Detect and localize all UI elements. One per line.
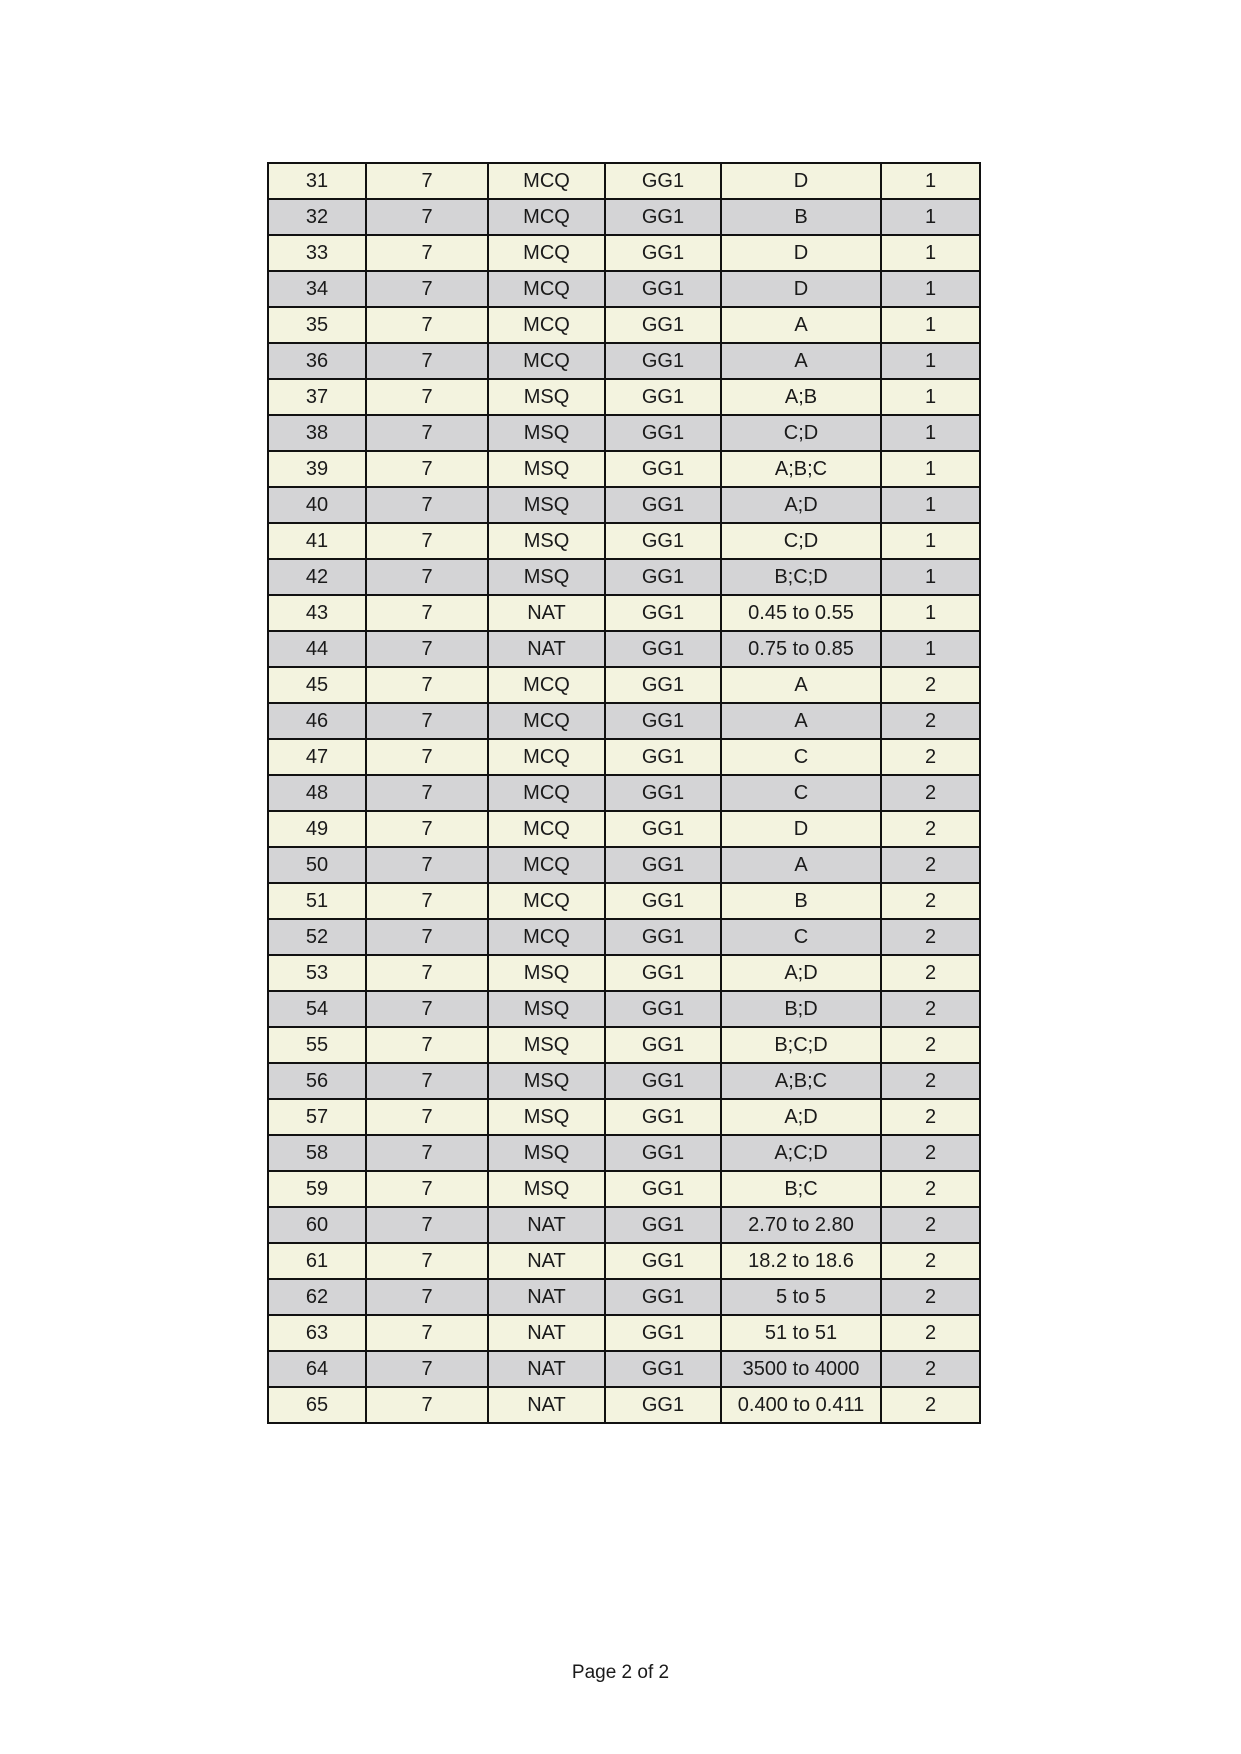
section-cell: GG1: [605, 1207, 721, 1243]
table-row: [268, 703, 980, 739]
question-number-cell: 45: [268, 667, 366, 703]
question-number-cell: 33: [268, 235, 366, 271]
answer-key-cell: D: [721, 811, 881, 847]
question-type-cell: NAT: [488, 631, 605, 667]
question-number-cell: 63: [268, 1315, 366, 1351]
marks-cell: 2: [881, 1027, 980, 1063]
marks-cell: 1: [881, 631, 980, 667]
table-row: [268, 559, 980, 595]
table-row: [268, 343, 980, 379]
question-type-cell: MSQ: [488, 1135, 605, 1171]
session-cell: 7: [366, 1279, 488, 1315]
question-number-cell: 59: [268, 1171, 366, 1207]
table-row: [268, 631, 980, 667]
session-cell: 7: [366, 955, 488, 991]
question-number-cell: 35: [268, 307, 366, 343]
session-cell: 7: [366, 1207, 488, 1243]
section-cell: GG1: [605, 343, 721, 379]
table-row: [268, 955, 980, 991]
session-cell: 7: [366, 775, 488, 811]
table-row: [268, 1315, 980, 1351]
marks-cell: 2: [881, 1351, 980, 1387]
table-row: [268, 811, 980, 847]
table-row: [268, 1063, 980, 1099]
answer-key-cell: A;B: [721, 379, 881, 415]
table-row: [268, 883, 980, 919]
answer-key-cell: B: [721, 199, 881, 235]
answer-key-cell: 3500 to 4000: [721, 1351, 881, 1387]
question-number-cell: 47: [268, 739, 366, 775]
question-number-cell: 41: [268, 523, 366, 559]
marks-cell: 2: [881, 1315, 980, 1351]
section-cell: GG1: [605, 1351, 721, 1387]
answer-key-cell: C;D: [721, 523, 881, 559]
session-cell: 7: [366, 991, 488, 1027]
table-row: [268, 739, 980, 775]
section-cell: GG1: [605, 163, 721, 199]
answer-key-cell: D: [721, 163, 881, 199]
section-cell: GG1: [605, 703, 721, 739]
session-cell: 7: [366, 847, 488, 883]
section-cell: GG1: [605, 1279, 721, 1315]
table-row: [268, 1279, 980, 1315]
session-cell: 7: [366, 523, 488, 559]
table-row: [268, 667, 980, 703]
marks-cell: 1: [881, 415, 980, 451]
question-number-cell: 43: [268, 595, 366, 631]
answer-key-cell: 51 to 51: [721, 1315, 881, 1351]
answer-key-cell: 0.400 to 0.411: [721, 1387, 881, 1423]
question-number-cell: 34: [268, 271, 366, 307]
table-row: [268, 775, 980, 811]
section-cell: GG1: [605, 667, 721, 703]
section-cell: GG1: [605, 415, 721, 451]
answer-key-table: [267, 162, 981, 1424]
question-type-cell: NAT: [488, 595, 605, 631]
section-cell: GG1: [605, 307, 721, 343]
section-cell: GG1: [605, 1063, 721, 1099]
table-row: [268, 1207, 980, 1243]
answer-key-cell: B;D: [721, 991, 881, 1027]
session-cell: 7: [366, 1243, 488, 1279]
table-row: [268, 847, 980, 883]
section-cell: GG1: [605, 847, 721, 883]
section-cell: GG1: [605, 739, 721, 775]
section-cell: GG1: [605, 1315, 721, 1351]
marks-cell: 1: [881, 379, 980, 415]
session-cell: 7: [366, 667, 488, 703]
table-row: [268, 487, 980, 523]
question-number-cell: 53: [268, 955, 366, 991]
section-cell: GG1: [605, 811, 721, 847]
question-number-cell: 46: [268, 703, 366, 739]
section-cell: GG1: [605, 919, 721, 955]
section-cell: GG1: [605, 1135, 721, 1171]
question-type-cell: MCQ: [488, 343, 605, 379]
section-cell: GG1: [605, 595, 721, 631]
section-cell: GG1: [605, 487, 721, 523]
session-cell: 7: [366, 235, 488, 271]
marks-cell: 2: [881, 919, 980, 955]
section-cell: GG1: [605, 1099, 721, 1135]
question-number-cell: 56: [268, 1063, 366, 1099]
table-row: [268, 271, 980, 307]
marks-cell: 1: [881, 163, 980, 199]
marks-cell: 2: [881, 811, 980, 847]
question-number-cell: 57: [268, 1099, 366, 1135]
question-number-cell: 39: [268, 451, 366, 487]
answer-key-cell: D: [721, 271, 881, 307]
session-cell: 7: [366, 451, 488, 487]
question-number-cell: 42: [268, 559, 366, 595]
answer-key-cell: A;B;C: [721, 1063, 881, 1099]
marks-cell: 2: [881, 1243, 980, 1279]
answer-key-cell: C: [721, 919, 881, 955]
answer-key-cell: C: [721, 739, 881, 775]
question-type-cell: MCQ: [488, 703, 605, 739]
session-cell: 7: [366, 1387, 488, 1423]
page-number: Page 2 of 2: [571, 1662, 670, 1683]
session-cell: 7: [366, 379, 488, 415]
table-row: [268, 1243, 980, 1279]
question-number-cell: 55: [268, 1027, 366, 1063]
answer-key-cell: A;D: [721, 955, 881, 991]
section-cell: GG1: [605, 991, 721, 1027]
session-cell: 7: [366, 307, 488, 343]
marks-cell: 1: [881, 595, 980, 631]
question-type-cell: MSQ: [488, 451, 605, 487]
question-type-cell: NAT: [488, 1351, 605, 1387]
question-type-cell: MSQ: [488, 487, 605, 523]
table-row: [268, 1027, 980, 1063]
table-row: [268, 1351, 980, 1387]
question-type-cell: MCQ: [488, 775, 605, 811]
answer-key-cell: B;C;D: [721, 559, 881, 595]
marks-cell: 2: [881, 883, 980, 919]
session-cell: 7: [366, 811, 488, 847]
section-cell: GG1: [605, 559, 721, 595]
session-cell: 7: [366, 487, 488, 523]
question-number-cell: 60: [268, 1207, 366, 1243]
marks-cell: 2: [881, 1099, 980, 1135]
answer-key-cell: B: [721, 883, 881, 919]
question-type-cell: MSQ: [488, 991, 605, 1027]
table-row: [268, 451, 980, 487]
answer-key-cell: B;C: [721, 1171, 881, 1207]
section-cell: GG1: [605, 1027, 721, 1063]
marks-cell: 2: [881, 739, 980, 775]
answer-key-cell: B;C;D: [721, 1027, 881, 1063]
question-type-cell: MSQ: [488, 1027, 605, 1063]
table-row: [268, 307, 980, 343]
answer-key-cell: C;D: [721, 415, 881, 451]
marks-cell: 1: [881, 487, 980, 523]
question-number-cell: 64: [268, 1351, 366, 1387]
question-type-cell: MSQ: [488, 955, 605, 991]
table-row: [268, 163, 980, 199]
session-cell: 7: [366, 883, 488, 919]
table-row: [268, 1135, 980, 1171]
table-row: [268, 1171, 980, 1207]
marks-cell: 2: [881, 991, 980, 1027]
session-cell: 7: [366, 703, 488, 739]
question-type-cell: NAT: [488, 1243, 605, 1279]
marks-cell: 2: [881, 1063, 980, 1099]
question-type-cell: MSQ: [488, 1063, 605, 1099]
question-type-cell: MCQ: [488, 847, 605, 883]
section-cell: GG1: [605, 631, 721, 667]
question-type-cell: MCQ: [488, 883, 605, 919]
answer-key-cell: A: [721, 343, 881, 379]
answer-key-table-body: [268, 163, 980, 1423]
marks-cell: 2: [881, 1171, 980, 1207]
question-number-cell: 38: [268, 415, 366, 451]
marks-cell: 2: [881, 1279, 980, 1315]
question-type-cell: NAT: [488, 1207, 605, 1243]
question-type-cell: MCQ: [488, 667, 605, 703]
section-cell: GG1: [605, 1171, 721, 1207]
answer-key-cell: 0.75 to 0.85: [721, 631, 881, 667]
session-cell: 7: [366, 1027, 488, 1063]
question-type-cell: MCQ: [488, 811, 605, 847]
question-type-cell: MCQ: [488, 919, 605, 955]
question-number-cell: 31: [268, 163, 366, 199]
session-cell: 7: [366, 343, 488, 379]
marks-cell: 2: [881, 703, 980, 739]
question-number-cell: 48: [268, 775, 366, 811]
table-row: [268, 991, 980, 1027]
question-type-cell: MSQ: [488, 415, 605, 451]
answer-key-cell: A;D: [721, 487, 881, 523]
marks-cell: 1: [881, 523, 980, 559]
table-row: [268, 1099, 980, 1135]
answer-key-cell: 0.45 to 0.55: [721, 595, 881, 631]
question-number-cell: 52: [268, 919, 366, 955]
answer-key-cell: A: [721, 703, 881, 739]
question-number-cell: 62: [268, 1279, 366, 1315]
session-cell: 7: [366, 199, 488, 235]
session-cell: 7: [366, 1063, 488, 1099]
question-number-cell: 65: [268, 1387, 366, 1423]
session-cell: 7: [366, 1171, 488, 1207]
session-cell: 7: [366, 163, 488, 199]
question-number-cell: 40: [268, 487, 366, 523]
marks-cell: 1: [881, 343, 980, 379]
table-row: [268, 1387, 980, 1423]
marks-cell: 1: [881, 199, 980, 235]
session-cell: 7: [366, 1351, 488, 1387]
answer-key-cell: A: [721, 847, 881, 883]
answer-key-cell: A;D: [721, 1099, 881, 1135]
marks-cell: 2: [881, 955, 980, 991]
table-row: [268, 919, 980, 955]
question-number-cell: 61: [268, 1243, 366, 1279]
section-cell: GG1: [605, 775, 721, 811]
table-row: [268, 415, 980, 451]
session-cell: 7: [366, 595, 488, 631]
marks-cell: 1: [881, 235, 980, 271]
question-number-cell: 49: [268, 811, 366, 847]
table-row: [268, 199, 980, 235]
question-number-cell: 36: [268, 343, 366, 379]
section-cell: GG1: [605, 199, 721, 235]
section-cell: GG1: [605, 451, 721, 487]
question-type-cell: NAT: [488, 1387, 605, 1423]
question-number-cell: 54: [268, 991, 366, 1027]
question-number-cell: 51: [268, 883, 366, 919]
session-cell: 7: [366, 559, 488, 595]
table-row: [268, 379, 980, 415]
question-type-cell: MCQ: [488, 199, 605, 235]
question-number-cell: 37: [268, 379, 366, 415]
section-cell: GG1: [605, 1243, 721, 1279]
marks-cell: 1: [881, 271, 980, 307]
question-type-cell: MCQ: [488, 307, 605, 343]
marks-cell: 1: [881, 451, 980, 487]
marks-cell: 1: [881, 559, 980, 595]
question-number-cell: 58: [268, 1135, 366, 1171]
answer-key-cell: A: [721, 667, 881, 703]
session-cell: 7: [366, 271, 488, 307]
question-type-cell: MCQ: [488, 739, 605, 775]
question-type-cell: NAT: [488, 1315, 605, 1351]
marks-cell: 2: [881, 1135, 980, 1171]
session-cell: 7: [366, 1099, 488, 1135]
session-cell: 7: [366, 1135, 488, 1171]
question-number-cell: 44: [268, 631, 366, 667]
section-cell: GG1: [605, 379, 721, 415]
question-type-cell: MSQ: [488, 523, 605, 559]
answer-key-cell: D: [721, 235, 881, 271]
table-row: [268, 595, 980, 631]
marks-cell: 2: [881, 1207, 980, 1243]
session-cell: 7: [366, 415, 488, 451]
session-cell: 7: [366, 631, 488, 667]
section-cell: GG1: [605, 271, 721, 307]
answer-key-cell: C: [721, 775, 881, 811]
question-type-cell: MSQ: [488, 1171, 605, 1207]
question-number-cell: 32: [268, 199, 366, 235]
marks-cell: 2: [881, 847, 980, 883]
question-type-cell: MCQ: [488, 163, 605, 199]
table-row: [268, 523, 980, 559]
question-type-cell: NAT: [488, 1279, 605, 1315]
session-cell: 7: [366, 919, 488, 955]
answer-key-cell: 18.2 to 18.6: [721, 1243, 881, 1279]
marks-cell: 1: [881, 307, 980, 343]
session-cell: 7: [366, 739, 488, 775]
question-number-cell: 50: [268, 847, 366, 883]
question-type-cell: MCQ: [488, 235, 605, 271]
answer-key-cell: A: [721, 307, 881, 343]
question-type-cell: MCQ: [488, 271, 605, 307]
session-cell: 7: [366, 1315, 488, 1351]
marks-cell: 2: [881, 1387, 980, 1423]
answer-key-cell: A;C;D: [721, 1135, 881, 1171]
section-cell: GG1: [605, 523, 721, 559]
table-row: [268, 235, 980, 271]
section-cell: GG1: [605, 883, 721, 919]
answer-key-cell: 2.70 to 2.80: [721, 1207, 881, 1243]
section-cell: GG1: [605, 1387, 721, 1423]
marks-cell: 2: [881, 667, 980, 703]
answer-key-cell: 5 to 5: [721, 1279, 881, 1315]
marks-cell: 2: [881, 775, 980, 811]
question-type-cell: MSQ: [488, 379, 605, 415]
section-cell: GG1: [605, 235, 721, 271]
answer-key-cell: A;B;C: [721, 451, 881, 487]
section-cell: GG1: [605, 955, 721, 991]
question-type-cell: MSQ: [488, 1099, 605, 1135]
question-type-cell: MSQ: [488, 559, 605, 595]
